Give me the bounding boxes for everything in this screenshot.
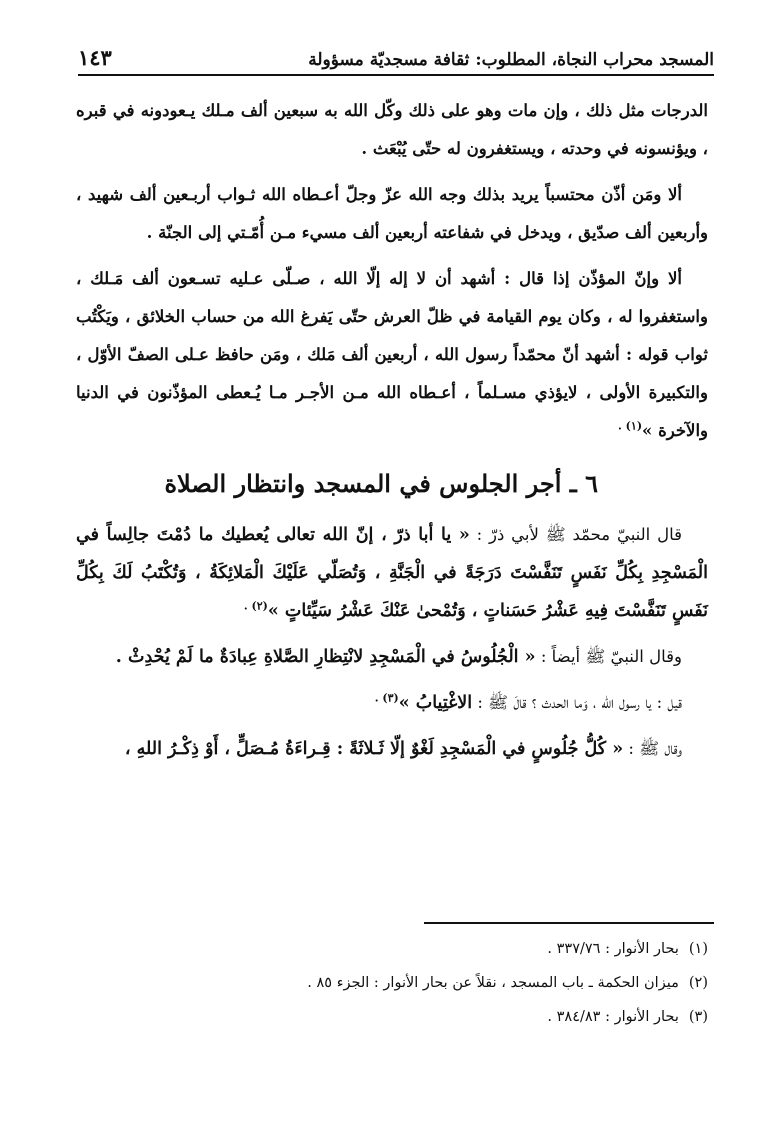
footnote-number: (٢)	[688, 975, 708, 991]
footnote-separator	[424, 922, 714, 924]
running-title: المسجد محراب النجاة، المطلوب: ثقافة مسجديّة مسؤولة	[308, 50, 714, 70]
page-number: ١٤٣	[78, 45, 112, 70]
footnote-ref: (٣) .	[374, 691, 399, 705]
footnote-text: بحار الأنوار : ٣٨٤/٨٣ .	[547, 1009, 679, 1025]
footnote	[76, 1000, 708, 1034]
hadith	[76, 684, 708, 722]
footnote-ref: (٢) .	[243, 599, 268, 613]
footnote-text: بحار الأنوار : ٣٣٧/٧٦ .	[547, 941, 679, 957]
running-header	[78, 38, 714, 76]
hadith-intro: قيل : يا رسول الله ، وَما الحدث ؟ قالَ ﷺ :	[472, 693, 682, 712]
footnote-ref: (١) .	[618, 419, 643, 433]
hadith-text: « الْجُلُوسُ في الْمَسْجِدِ لانْتِظارِ الصَّلاةِ عِبادَةٌ ما لَمْ يُحْدِثْ .	[115, 647, 536, 667]
hadith-text: الاغْتِيابُ »	[398, 693, 473, 713]
hadith-text: « كُلُّ جُلُوسٍ في الْمَسْجِدِ لَغْوٌ إلّا ثَـلاثَةً : قِـراءَةُ مُـصَلٍّ ، أَوْ ذِكْـرُ اللهِ ،	[124, 739, 624, 759]
paragraph-text: ألا وإنّ المؤذّن إذا قال : أشهد أن لا إله إلّا الله ، صـلّى عـليه تسـعون ألف مَـلك ، واستغفروا له ، وكان يوم القيامة في ظلّ العرش حتّى يَفرغ الله من حساب الخلائق ، ويَكْتُب ثواب قوله : أشهد أنّ محمّداً رسول الله ، أربعين ألف مَلك ، ومَن حافظ عـلى الصفّ الأوّل ، والتكبيرة الأولى ، لايؤذي مسـلماً ، أعـطاه الله مـن الأجـر مـا يُـعطى المؤذّنون في الدنيا والآخرة »	[76, 269, 708, 440]
footnotes	[76, 932, 708, 1034]
footnote-number: (٣)	[688, 1009, 708, 1025]
paragraph: الدرجات مثل ذلك ، وإن مات وهو على ذلك وكّل الله به سبعين ألف مـلك يـعودونه في قبره ، ويؤنسونه في وحدته ، ويستغفرون له حتّى يُبْعَث .	[76, 101, 708, 158]
footnote	[76, 966, 708, 1000]
hadith	[76, 730, 708, 768]
section-heading: ٦ ـ أجر الجلوس في المسجد وانتظار الصلاة	[164, 469, 598, 498]
hadith	[76, 638, 708, 676]
paragraph: ألا ومَن أذّن محتسباً يريد بذلك وجه الله عزّ وجلّ أعـطاه الله ثـواب أربـعين ألف شهيد ، وأربعين ألف صدّيق ، ويدخل في شفاعته أربعين ألف مسيء مـن أُمّـتي إلى الجنّة .	[76, 185, 708, 242]
footnote-text: ميزان الحكمة ـ باب المسجد ، نقلاً عن بحار الأنوار : الجزء ٨٥ .	[307, 975, 679, 991]
footnote	[76, 932, 708, 966]
hadith-intro: وقال النبيّ ﷺ أيضاً :	[535, 647, 682, 666]
hadith-intro: وقال ﷺ :	[623, 739, 682, 758]
hadith-text: « يا أبا ذرّ ، إنّ الله تعالى يُعطيك ما دُمْتَ جالِساً في الْمَسْجِدِ بِكُلِّ نَفَسٍ تَنَفَّسْتَ دَرَجَةً في الْجَنَّةِ ، وَتُصَلّي عَلَيْكَ الْمَلائِكَةُ ، وَتُكْتَبُ لَكَ بِكُلِّ نَفَسٍ تَنَفَّسْتَ فِيهِ عَشْرُ حَسَناتٍ ، وَتُمْحىٰ عَنْكَ عَشْرُ سَيِّئاتٍ »	[76, 525, 708, 621]
paragraph	[76, 260, 708, 450]
main-text	[76, 92, 708, 776]
hadith	[76, 516, 708, 630]
hadith-intro: قال النبيّ محمّد ﷺ لأبي ذرّ :	[469, 525, 682, 544]
footnote-number: (١)	[688, 941, 708, 957]
